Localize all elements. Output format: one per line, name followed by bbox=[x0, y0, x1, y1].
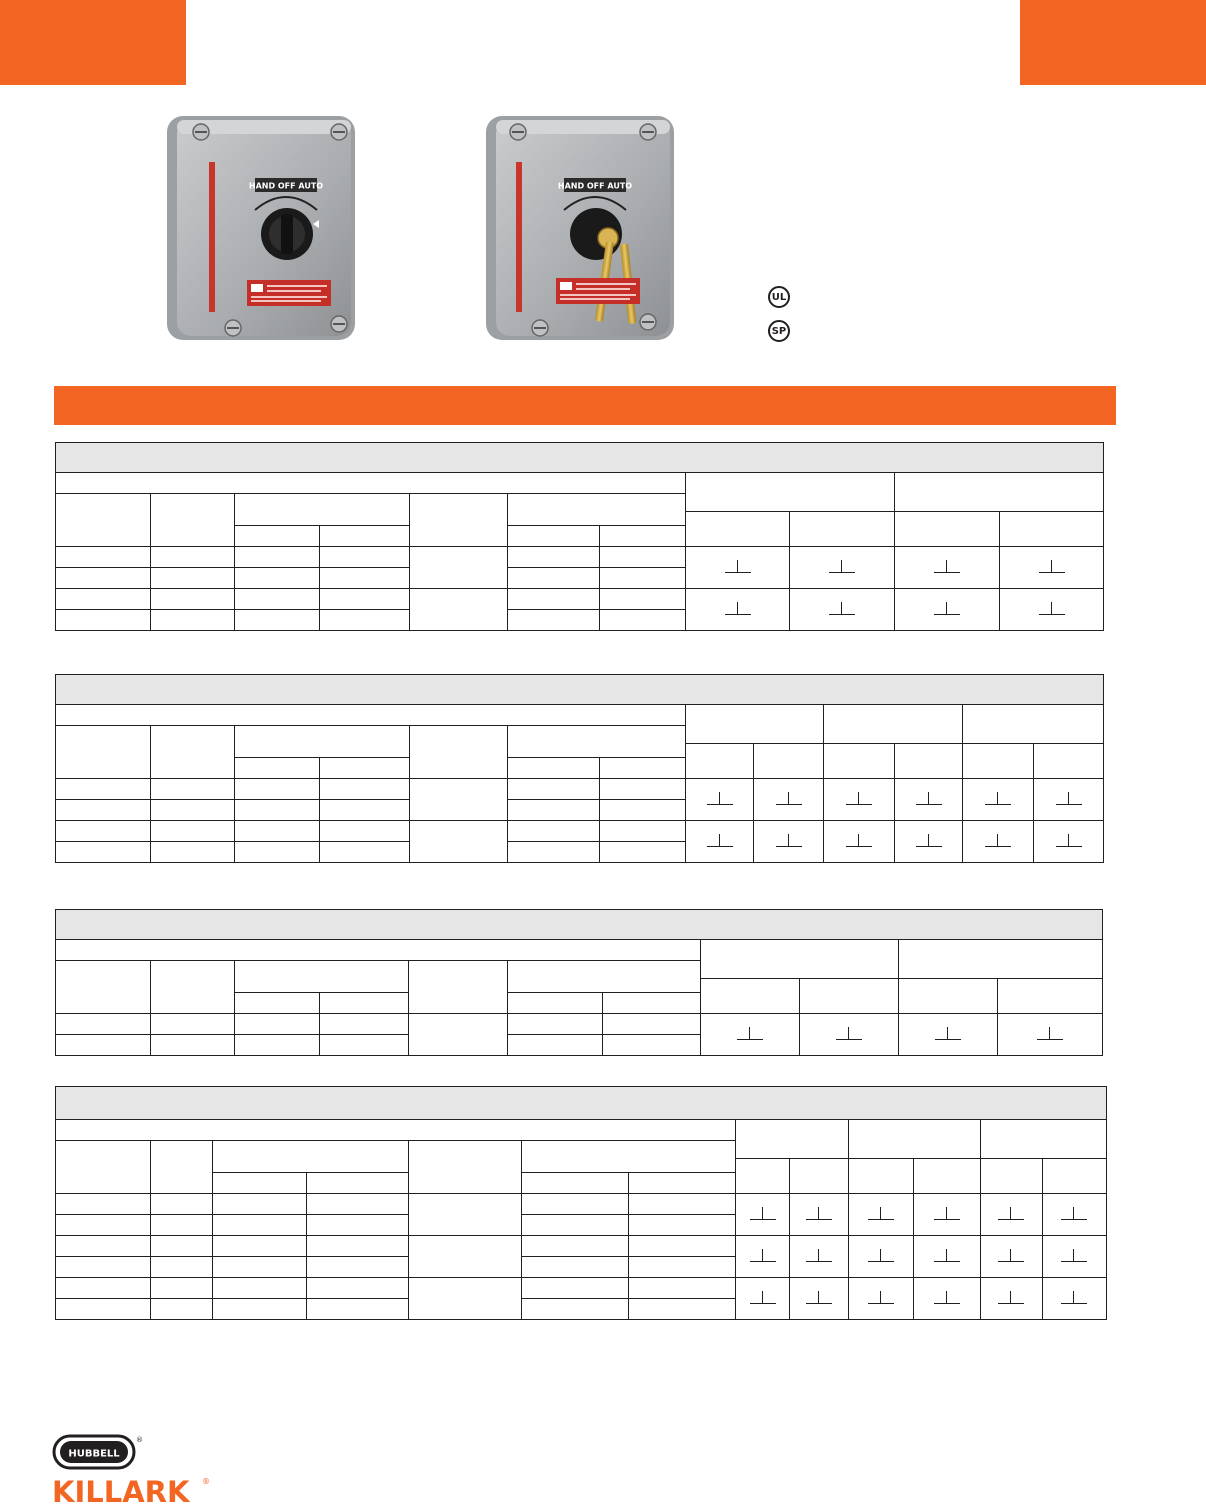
contact-symbol-icon bbox=[707, 792, 733, 805]
column-header bbox=[998, 979, 1103, 1014]
contact-symbol-cell bbox=[824, 779, 895, 821]
contact-symbol-cell bbox=[899, 1014, 998, 1056]
column-subheader bbox=[320, 526, 410, 547]
header-tab-right bbox=[1020, 0, 1206, 85]
table-group-header bbox=[963, 705, 1104, 744]
spec-table-3 bbox=[55, 909, 1103, 1056]
header-tab-left bbox=[0, 0, 186, 85]
contact-symbol-cell bbox=[980, 1236, 1042, 1278]
table-cell bbox=[235, 842, 320, 863]
table-cell bbox=[600, 821, 686, 842]
column-subheader bbox=[235, 993, 320, 1014]
column-header bbox=[895, 744, 963, 779]
contact-symbol-icon bbox=[829, 602, 855, 615]
column-header bbox=[895, 512, 1000, 547]
contact-symbol-icon bbox=[750, 1207, 776, 1220]
table-cell bbox=[410, 589, 508, 631]
table-cell bbox=[56, 800, 151, 821]
contact-symbol-icon bbox=[998, 1249, 1024, 1262]
product-legend-plate: HAND OFF AUTO bbox=[557, 181, 633, 191]
column-subheader bbox=[628, 1173, 735, 1194]
table-cell bbox=[151, 842, 235, 863]
contact-symbol-cell bbox=[790, 1236, 849, 1278]
contact-symbol-icon bbox=[1061, 1291, 1087, 1304]
table-cell bbox=[56, 1236, 151, 1257]
table-cell bbox=[56, 1278, 151, 1299]
table-cell bbox=[508, 1014, 603, 1035]
column-header bbox=[151, 726, 235, 779]
column-subheader bbox=[508, 758, 600, 779]
table-cell bbox=[56, 1014, 151, 1035]
contact-symbol-cell bbox=[790, 1278, 849, 1320]
contact-symbol-cell bbox=[849, 1194, 914, 1236]
table-cell bbox=[521, 1299, 628, 1320]
contact-symbol-icon bbox=[934, 1291, 960, 1304]
table-cell bbox=[307, 1194, 408, 1215]
table-cell bbox=[320, 842, 410, 863]
contact-symbol-cell bbox=[895, 779, 963, 821]
contact-symbol-cell bbox=[963, 779, 1034, 821]
table-group-header bbox=[56, 940, 701, 961]
table-cell bbox=[56, 589, 151, 610]
column-header bbox=[508, 726, 686, 758]
contact-symbol-icon bbox=[1039, 560, 1065, 573]
table-cell bbox=[56, 821, 151, 842]
contact-symbol-icon bbox=[998, 1207, 1024, 1220]
product-photo-key-selector-switch bbox=[484, 114, 684, 351]
table-cell bbox=[151, 779, 235, 800]
contact-symbol-icon bbox=[916, 834, 942, 847]
contact-symbol-icon bbox=[998, 1291, 1024, 1304]
contact-symbol-icon bbox=[829, 560, 855, 573]
contact-symbol-icon bbox=[806, 1291, 832, 1304]
table-cell bbox=[56, 1194, 151, 1215]
table-cell bbox=[508, 1035, 603, 1056]
table-cell bbox=[307, 1215, 408, 1236]
table-cell bbox=[56, 610, 151, 631]
table-cell bbox=[213, 1278, 307, 1299]
column-header bbox=[686, 512, 790, 547]
column-subheader bbox=[320, 993, 409, 1014]
contact-symbol-cell bbox=[736, 1278, 790, 1320]
table-cell bbox=[508, 821, 600, 842]
column-header bbox=[235, 494, 410, 526]
table-cell bbox=[320, 589, 410, 610]
column-subheader bbox=[307, 1173, 408, 1194]
column-header bbox=[151, 494, 235, 547]
table-cell bbox=[408, 1278, 521, 1320]
contact-symbol-cell bbox=[895, 589, 1000, 631]
contact-symbol-cell bbox=[686, 547, 790, 589]
contact-symbol-icon bbox=[1037, 1027, 1063, 1040]
column-header bbox=[899, 979, 998, 1014]
column-header bbox=[235, 726, 410, 758]
table-cell bbox=[56, 1215, 151, 1236]
column-subheader bbox=[600, 526, 686, 547]
contact-symbol-cell bbox=[914, 1236, 980, 1278]
contact-symbol-cell bbox=[754, 821, 824, 863]
table-cell bbox=[307, 1257, 408, 1278]
table-cell bbox=[213, 1299, 307, 1320]
table-cell bbox=[56, 1035, 151, 1056]
table-group-header bbox=[56, 473, 686, 494]
spec-table-1 bbox=[55, 442, 1104, 631]
table-cell bbox=[628, 1299, 735, 1320]
column-header bbox=[521, 1141, 735, 1173]
table-cell bbox=[508, 568, 600, 589]
table-cell bbox=[521, 1194, 628, 1215]
registered-mark: ® bbox=[202, 1477, 210, 1486]
column-header bbox=[790, 1159, 849, 1194]
contact-symbol-cell bbox=[980, 1194, 1042, 1236]
contact-symbol-icon bbox=[1039, 602, 1065, 615]
contact-symbol-cell bbox=[849, 1278, 914, 1320]
contact-symbol-icon bbox=[934, 560, 960, 573]
column-subheader bbox=[521, 1173, 628, 1194]
table-cell bbox=[213, 1257, 307, 1278]
column-header bbox=[508, 961, 701, 993]
table-cell bbox=[151, 610, 235, 631]
contact-symbol-icon bbox=[985, 834, 1011, 847]
contact-symbol-cell bbox=[1034, 821, 1104, 863]
table-cell bbox=[151, 800, 235, 821]
contact-symbol-icon bbox=[750, 1291, 776, 1304]
column-subheader bbox=[508, 993, 603, 1014]
table-cell bbox=[151, 1035, 235, 1056]
column-subheader bbox=[603, 993, 701, 1014]
table-cell bbox=[408, 1194, 521, 1236]
table-group-header bbox=[736, 1120, 849, 1159]
contact-symbol-icon bbox=[1056, 792, 1082, 805]
table-cell bbox=[600, 842, 686, 863]
contact-symbol-cell bbox=[1042, 1236, 1106, 1278]
table-cell bbox=[409, 1014, 508, 1056]
contact-symbol-icon bbox=[725, 602, 751, 615]
table-cell bbox=[603, 1014, 701, 1035]
contact-symbol-icon bbox=[868, 1207, 894, 1220]
contact-symbol-icon bbox=[707, 834, 733, 847]
contact-symbol-cell bbox=[849, 1236, 914, 1278]
table-cell bbox=[521, 1215, 628, 1236]
table-cell bbox=[410, 547, 508, 589]
table-cell bbox=[235, 821, 320, 842]
column-header bbox=[56, 494, 151, 547]
column-header bbox=[235, 961, 409, 993]
contact-symbol-icon bbox=[846, 792, 872, 805]
column-subheader bbox=[320, 758, 410, 779]
contact-symbol-icon bbox=[1061, 1249, 1087, 1262]
table-cell bbox=[56, 779, 151, 800]
column-header bbox=[800, 979, 899, 1014]
table-cell bbox=[235, 589, 320, 610]
table-cell bbox=[320, 821, 410, 842]
table-cell bbox=[628, 1194, 735, 1215]
column-header bbox=[849, 1159, 914, 1194]
table-cell bbox=[213, 1236, 307, 1257]
contact-symbol-cell bbox=[701, 1014, 800, 1056]
table-cell bbox=[603, 1035, 701, 1056]
contact-symbol-cell bbox=[980, 1278, 1042, 1320]
column-header bbox=[790, 512, 895, 547]
contact-symbol-icon bbox=[846, 834, 872, 847]
contact-symbol-cell bbox=[790, 547, 895, 589]
contact-symbol-cell bbox=[790, 1194, 849, 1236]
contact-symbol-cell bbox=[914, 1278, 980, 1320]
column-header bbox=[408, 1141, 521, 1194]
column-subheader bbox=[213, 1173, 307, 1194]
contact-symbol-icon bbox=[985, 792, 1011, 805]
ul-mark-text: UL bbox=[771, 291, 787, 303]
column-header bbox=[914, 1159, 980, 1194]
contact-symbol-cell bbox=[686, 779, 754, 821]
contact-symbol-cell bbox=[1042, 1194, 1106, 1236]
table-cell bbox=[151, 1014, 235, 1035]
column-subheader bbox=[235, 526, 320, 547]
table-cell bbox=[600, 547, 686, 568]
table-cell bbox=[235, 568, 320, 589]
contact-symbol-icon bbox=[776, 792, 802, 805]
table-cell bbox=[628, 1215, 735, 1236]
column-header bbox=[754, 744, 824, 779]
table-cell bbox=[151, 1236, 213, 1257]
contact-symbol-cell bbox=[824, 821, 895, 863]
hubbell-wordmark: HUBBELL bbox=[68, 1448, 120, 1460]
contact-symbol-icon bbox=[934, 1207, 960, 1220]
table-cell bbox=[235, 547, 320, 568]
brand-logo bbox=[52, 1432, 222, 1511]
contact-symbol-cell bbox=[790, 589, 895, 631]
contact-symbol-cell bbox=[686, 589, 790, 631]
contact-symbol-cell bbox=[963, 821, 1034, 863]
table-cell bbox=[628, 1278, 735, 1299]
column-header bbox=[963, 744, 1034, 779]
contact-symbol-cell bbox=[1000, 589, 1104, 631]
contact-symbol-icon bbox=[868, 1249, 894, 1262]
table-cell bbox=[56, 1257, 151, 1278]
registered-mark: ® bbox=[136, 1436, 143, 1444]
column-header bbox=[1000, 512, 1104, 547]
contact-symbol-icon bbox=[836, 1027, 862, 1040]
contact-symbol-icon bbox=[934, 602, 960, 615]
table-cell bbox=[151, 821, 235, 842]
contact-symbol-cell bbox=[998, 1014, 1103, 1056]
contact-symbol-icon bbox=[1061, 1207, 1087, 1220]
table-cell bbox=[56, 842, 151, 863]
table-cell bbox=[320, 568, 410, 589]
contact-symbol-cell bbox=[736, 1194, 790, 1236]
table-group-header bbox=[895, 473, 1104, 512]
table-group-header bbox=[686, 473, 895, 512]
table-cell bbox=[56, 568, 151, 589]
contact-symbol-icon bbox=[934, 1249, 960, 1262]
table-cell bbox=[235, 779, 320, 800]
table-cell bbox=[235, 1035, 320, 1056]
column-header bbox=[508, 494, 686, 526]
table-group-header bbox=[899, 940, 1103, 979]
table-cell bbox=[320, 610, 410, 631]
table-cell bbox=[151, 1278, 213, 1299]
table-cell bbox=[307, 1299, 408, 1320]
table-cell bbox=[521, 1236, 628, 1257]
column-header bbox=[410, 494, 508, 547]
table-cell bbox=[151, 1194, 213, 1215]
table-cell bbox=[410, 779, 508, 821]
table-cell bbox=[151, 1257, 213, 1278]
table-title-bar bbox=[56, 1087, 1107, 1120]
table-cell bbox=[56, 547, 151, 568]
table-cell bbox=[600, 779, 686, 800]
table-cell bbox=[213, 1194, 307, 1215]
table-cell bbox=[600, 568, 686, 589]
table-cell bbox=[213, 1215, 307, 1236]
table-cell bbox=[320, 779, 410, 800]
contact-symbol-icon bbox=[806, 1207, 832, 1220]
table-cell bbox=[56, 1299, 151, 1320]
contact-symbol-cell bbox=[895, 821, 963, 863]
table-cell bbox=[151, 1215, 213, 1236]
table-group-header bbox=[824, 705, 963, 744]
column-subheader bbox=[235, 758, 320, 779]
contact-symbol-cell bbox=[1042, 1278, 1106, 1320]
table-cell bbox=[508, 842, 600, 863]
table-cell bbox=[410, 821, 508, 863]
table-cell bbox=[600, 589, 686, 610]
table-cell bbox=[508, 589, 600, 610]
contact-symbol-icon bbox=[1056, 834, 1082, 847]
column-header bbox=[736, 1159, 790, 1194]
table-cell bbox=[508, 800, 600, 821]
table-cell bbox=[508, 779, 600, 800]
contact-symbol-cell bbox=[686, 821, 754, 863]
table-cell bbox=[151, 1299, 213, 1320]
table-cell bbox=[235, 800, 320, 821]
spec-table-4 bbox=[55, 1086, 1107, 1320]
column-header bbox=[151, 1141, 213, 1194]
table-group-header bbox=[56, 705, 686, 726]
ul-listed-icon bbox=[768, 286, 790, 308]
table-group-header bbox=[980, 1120, 1107, 1159]
column-subheader bbox=[600, 758, 686, 779]
column-header bbox=[686, 744, 754, 779]
column-header bbox=[151, 961, 235, 1014]
contact-symbol-cell bbox=[914, 1194, 980, 1236]
contact-symbol-icon bbox=[776, 834, 802, 847]
table-cell bbox=[151, 568, 235, 589]
table-cell bbox=[600, 610, 686, 631]
csa-mark-text: SP bbox=[771, 325, 787, 337]
contact-symbol-cell bbox=[1000, 547, 1104, 589]
column-header bbox=[56, 961, 151, 1014]
column-header bbox=[56, 726, 151, 779]
contact-symbol-icon bbox=[725, 560, 751, 573]
table-cell bbox=[320, 800, 410, 821]
contact-symbol-cell bbox=[754, 779, 824, 821]
table-cell bbox=[508, 610, 600, 631]
column-header bbox=[409, 961, 508, 1014]
column-subheader bbox=[508, 526, 600, 547]
contact-symbol-icon bbox=[868, 1291, 894, 1304]
column-header bbox=[824, 744, 895, 779]
section-header-band bbox=[54, 386, 1116, 425]
table-cell bbox=[320, 1035, 409, 1056]
column-header bbox=[1034, 744, 1104, 779]
column-header bbox=[410, 726, 508, 779]
table-title-bar bbox=[56, 675, 1104, 705]
table-group-header bbox=[701, 940, 899, 979]
table-cell bbox=[235, 1014, 320, 1035]
contact-symbol-cell bbox=[895, 547, 1000, 589]
column-header bbox=[980, 1159, 1042, 1194]
table-group-header bbox=[686, 705, 824, 744]
table-title-bar bbox=[56, 443, 1104, 473]
table-cell bbox=[320, 547, 410, 568]
table-group-header bbox=[849, 1120, 980, 1159]
table-cell bbox=[320, 1014, 409, 1035]
table-title-bar bbox=[56, 910, 1103, 940]
table-cell bbox=[307, 1236, 408, 1257]
contact-symbol-cell bbox=[736, 1236, 790, 1278]
table-cell bbox=[628, 1257, 735, 1278]
table-cell bbox=[521, 1257, 628, 1278]
table-group-header bbox=[56, 1120, 736, 1141]
column-header bbox=[56, 1141, 151, 1194]
column-header bbox=[1042, 1159, 1106, 1194]
table-cell bbox=[600, 800, 686, 821]
killark-wordmark: KILLARK bbox=[52, 1475, 190, 1506]
contact-symbol-cell bbox=[800, 1014, 899, 1056]
contact-symbol-cell bbox=[1034, 779, 1104, 821]
contact-symbol-icon bbox=[750, 1249, 776, 1262]
csa-certified-icon bbox=[768, 320, 790, 342]
contact-symbol-icon bbox=[737, 1027, 763, 1040]
table-cell bbox=[508, 547, 600, 568]
table-cell bbox=[408, 1236, 521, 1278]
column-header bbox=[213, 1141, 408, 1173]
spec-table-2 bbox=[55, 674, 1104, 863]
contact-symbol-icon bbox=[806, 1249, 832, 1262]
table-cell bbox=[151, 589, 235, 610]
contact-symbol-icon bbox=[916, 792, 942, 805]
table-cell bbox=[151, 547, 235, 568]
contact-symbol-icon bbox=[935, 1027, 961, 1040]
table-cell bbox=[628, 1236, 735, 1257]
table-cell bbox=[235, 610, 320, 631]
product-legend-plate: HAND OFF AUTO bbox=[248, 181, 324, 191]
column-header bbox=[701, 979, 800, 1014]
table-cell bbox=[307, 1278, 408, 1299]
table-cell bbox=[521, 1278, 628, 1299]
product-photo-selector-switch bbox=[163, 114, 363, 351]
